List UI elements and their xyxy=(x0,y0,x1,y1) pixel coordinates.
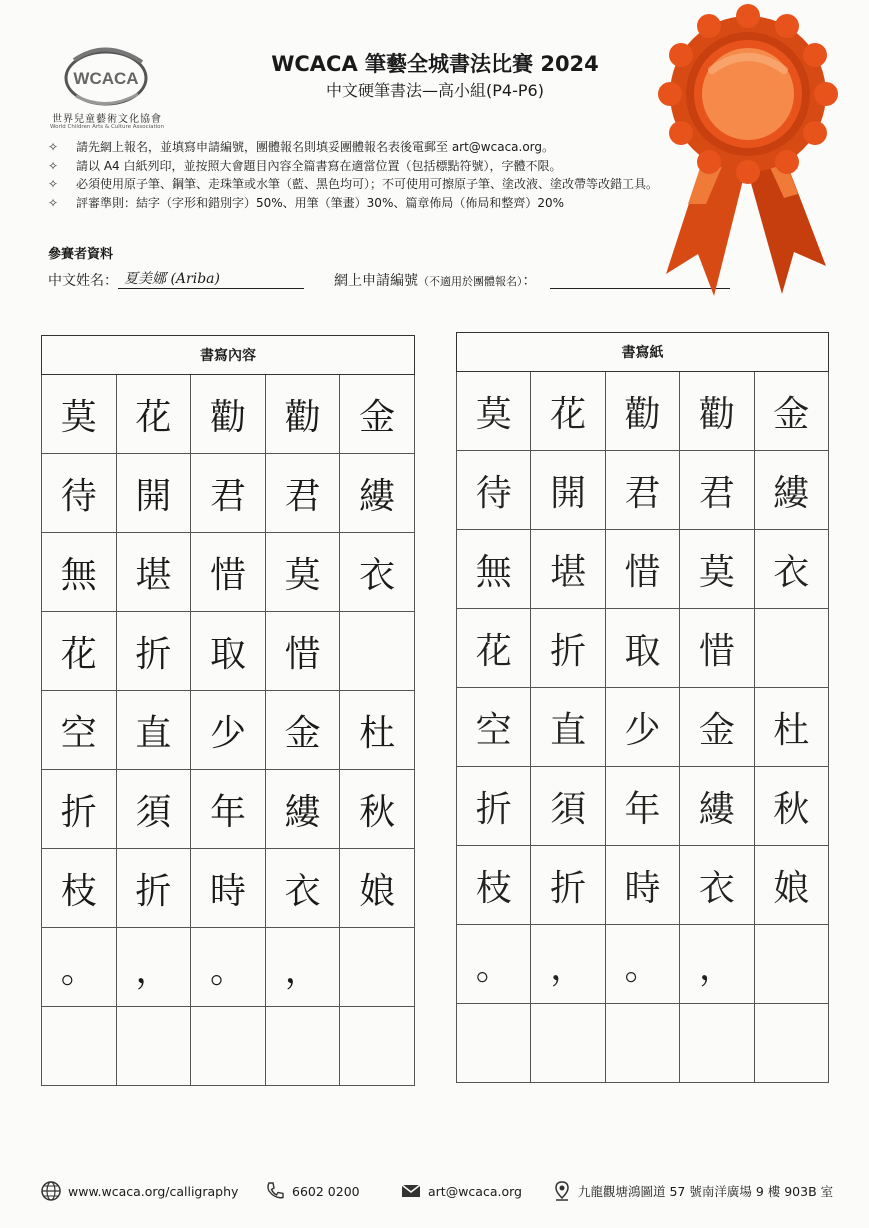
reference-cell: 娘 xyxy=(340,849,415,928)
footer-website[interactable]: www.wcaca.org/calligraphy xyxy=(40,1180,238,1202)
handwriting-cell[interactable]: 勸 xyxy=(680,372,754,451)
handwriting-cell[interactable] xyxy=(457,1004,531,1083)
grid-row xyxy=(42,533,415,612)
handwriting-cell[interactable]: 花 xyxy=(457,609,531,688)
handwriting-cell[interactable]: 枝 xyxy=(457,846,531,925)
grid-row xyxy=(42,612,415,691)
rule-item: ✧ 評審準則：結字（字形和錯別字）50%、用筆（筆畫）30%、篇章佈局（佈局和整齊）20% xyxy=(48,194,728,213)
handwriting-cell[interactable]: 直 xyxy=(531,688,605,767)
grid-row xyxy=(42,1007,415,1086)
handwriting-cell[interactable]: 杜 xyxy=(754,688,828,767)
reference-grid-header: 書寫內容 xyxy=(42,336,415,375)
handwriting-cell[interactable]: 衣 xyxy=(680,846,754,925)
reference-cell xyxy=(42,1007,117,1086)
grid-row xyxy=(42,928,415,1007)
reference-cell: 縷 xyxy=(340,454,415,533)
reference-cell: 年 xyxy=(191,770,266,849)
handwriting-cell[interactable]: 須 xyxy=(531,767,605,846)
handwriting-cell[interactable] xyxy=(680,1004,754,1083)
reference-cell: 。 xyxy=(191,928,266,1007)
reference-cell: 空 xyxy=(42,691,117,770)
handwriting-cell[interactable]: ， xyxy=(531,925,605,1004)
handwriting-cell[interactable]: 勸 xyxy=(605,372,679,451)
diamond-bullet-icon: ✧ xyxy=(48,177,59,191)
rule-item: ✧ 請先網上報名，並填寫申請編號，團體報名則填妥團體報名表後電郵至 art@wcaca.org。 xyxy=(48,138,728,157)
org-name-en: World Children Arts & Culture Association xyxy=(49,124,165,130)
reference-cell: 待 xyxy=(42,454,117,533)
reference-cell xyxy=(340,1007,415,1086)
grid-row xyxy=(457,530,829,609)
rules-list xyxy=(48,138,728,212)
reference-cell: 枝 xyxy=(42,849,117,928)
reference-cell: 少 xyxy=(191,691,266,770)
reference-cell: 堪 xyxy=(116,533,191,612)
location-pin-icon xyxy=(552,1180,572,1202)
reference-cell: 惜 xyxy=(265,612,340,691)
reference-cell: 折 xyxy=(116,612,191,691)
name-label: 中文姓名： xyxy=(48,273,118,289)
logo-emblem-icon xyxy=(46,40,166,112)
reference-cell: 君 xyxy=(265,454,340,533)
reference-cell: 金 xyxy=(340,375,415,454)
reference-cell xyxy=(340,612,415,691)
handwriting-grid-body xyxy=(457,372,829,1083)
app-no-colon: ： xyxy=(522,273,537,289)
app-no-note: （不適用於團體報名） xyxy=(418,275,523,288)
handwriting-cell[interactable]: 年 xyxy=(605,767,679,846)
reference-cell xyxy=(265,1007,340,1086)
grid-row xyxy=(42,770,415,849)
grid-row xyxy=(457,451,829,530)
handwriting-cell[interactable]: 君 xyxy=(605,451,679,530)
handwriting-cell[interactable]: 秋 xyxy=(754,767,828,846)
footer-email[interactable]: art@wcaca.org xyxy=(400,1180,522,1202)
name-value: 夏美娜 (Ariba) xyxy=(124,271,220,287)
footer-address: 九龍觀塘鴻圖道 57 號南洋廣場 9 樓 903B 室 xyxy=(552,1180,833,1202)
handwriting-cell[interactable]: 少 xyxy=(605,688,679,767)
reference-cell: 。 xyxy=(42,928,117,1007)
handwriting-cell[interactable] xyxy=(531,1004,605,1083)
handwriting-cell[interactable]: 開 xyxy=(531,451,605,530)
handwriting-cell[interactable]: 取 xyxy=(605,609,679,688)
reference-cell: 花 xyxy=(116,375,191,454)
reference-cell: 無 xyxy=(42,533,117,612)
rule-item: ✧ 請以 A4 白紙列印，並按照大會題目內容全篇書寫在適當位置（包括標點符號），字體不限。 xyxy=(48,157,728,176)
participant-heading: 參賽者資料 xyxy=(48,247,114,262)
grid-row xyxy=(42,691,415,770)
page-subtitle: 中文硬筆書法—高小組(P4-P6) xyxy=(326,81,544,100)
handwriting-grid-header: 書寫紙 xyxy=(457,333,829,372)
diamond-bullet-icon: ✧ xyxy=(48,158,59,173)
footer-phone[interactable]: 6602 0200 xyxy=(264,1180,360,1202)
globe-icon xyxy=(40,1180,62,1202)
handwriting-cell[interactable]: 惜 xyxy=(680,609,754,688)
handwriting-cell[interactable]: 金 xyxy=(754,372,828,451)
handwriting-cell[interactable]: 縷 xyxy=(754,451,828,530)
handwriting-cell[interactable]: ， xyxy=(680,925,754,1004)
grid-row xyxy=(42,454,415,533)
award-ribbon-icon xyxy=(648,4,848,304)
diamond-bullet-icon: ✧ xyxy=(48,195,59,210)
grid-row xyxy=(457,925,829,1004)
envelope-icon xyxy=(400,1180,422,1202)
handwriting-cell[interactable]: 衣 xyxy=(754,530,828,609)
grid-row xyxy=(457,846,829,925)
reference-cell: 折 xyxy=(116,849,191,928)
handwriting-cell[interactable] xyxy=(754,925,828,1004)
handwriting-cell[interactable]: 縷 xyxy=(680,767,754,846)
reference-cell: 開 xyxy=(116,454,191,533)
grid-row xyxy=(42,375,415,454)
reference-cell: 莫 xyxy=(42,375,117,454)
reference-cell: 杜 xyxy=(340,691,415,770)
app-no-label-group xyxy=(334,270,537,290)
svg-text:WCACA: WCACA xyxy=(73,69,139,88)
handwriting-cell[interactable]: 君 xyxy=(680,451,754,530)
grid-row xyxy=(457,372,829,451)
wcaca-logo xyxy=(42,40,172,130)
reference-cell: 折 xyxy=(42,770,117,849)
phone-icon xyxy=(264,1180,286,1202)
rule-item: ✧ 必須使用原子筆、鋼筆、走珠筆或水筆（藍、黑色均可）；不可使用可擦原子筆、塗改液、塗改帶等改錯工具。 xyxy=(48,175,728,194)
footer xyxy=(40,1180,840,1204)
handwriting-cell[interactable]: 惜 xyxy=(605,530,679,609)
reference-cell: 直 xyxy=(116,691,191,770)
reference-cell: 勸 xyxy=(265,375,340,454)
reference-cell xyxy=(340,928,415,1007)
handwriting-cell[interactable] xyxy=(754,609,828,688)
handwriting-cell[interactable]: 待 xyxy=(457,451,531,530)
grid-row xyxy=(457,1004,829,1083)
handwriting-cell[interactable]: 折 xyxy=(531,609,605,688)
reference-cell: 金 xyxy=(265,691,340,770)
handwriting-cell[interactable] xyxy=(605,1004,679,1083)
reference-cell: 縷 xyxy=(265,770,340,849)
page-title: WCACA 筆藝全城書法比賽 2024 xyxy=(271,52,599,76)
name-field[interactable] xyxy=(118,270,304,289)
handwriting-cell[interactable]: 娘 xyxy=(754,846,828,925)
reference-cell: 衣 xyxy=(265,849,340,928)
diamond-bullet-icon: ✧ xyxy=(48,140,59,154)
reference-cell xyxy=(191,1007,266,1086)
reference-cell: 秋 xyxy=(340,770,415,849)
reference-cell: 衣 xyxy=(340,533,415,612)
app-no-label: 網上申請編號 xyxy=(334,273,418,289)
handwriting-cell[interactable]: 堪 xyxy=(531,530,605,609)
handwriting-cell[interactable]: 花 xyxy=(531,372,605,451)
grid-row xyxy=(457,767,829,846)
handwriting-cell[interactable]: 時 xyxy=(605,846,679,925)
handwriting-cell[interactable]: 空 xyxy=(457,688,531,767)
reference-cell: ， xyxy=(116,928,191,1007)
handwriting-cell[interactable]: 。 xyxy=(605,925,679,1004)
reference-cell: 時 xyxy=(191,849,266,928)
reference-cell: 勸 xyxy=(191,375,266,454)
reference-cell: 莫 xyxy=(265,533,340,612)
handwriting-cell[interactable]: 折 xyxy=(457,767,531,846)
reference-cell: 惜 xyxy=(191,533,266,612)
reference-cell: 須 xyxy=(116,770,191,849)
grid-row xyxy=(42,849,415,928)
handwriting-cell[interactable]: 莫 xyxy=(680,530,754,609)
reference-cell: 君 xyxy=(191,454,266,533)
reference-grid-body xyxy=(42,375,415,1086)
grid-row xyxy=(457,609,829,688)
reference-cell: ， xyxy=(265,928,340,1007)
reference-grid xyxy=(41,335,415,1086)
reference-cell xyxy=(116,1007,191,1086)
grid-row xyxy=(457,688,829,767)
reference-cell: 取 xyxy=(191,612,266,691)
handwriting-cell[interactable]: 莫 xyxy=(457,372,531,451)
handwriting-cell[interactable]: 金 xyxy=(680,688,754,767)
handwriting-cell[interactable] xyxy=(754,1004,828,1083)
handwriting-cell[interactable]: 。 xyxy=(457,925,531,1004)
reference-cell: 花 xyxy=(42,612,117,691)
handwriting-cell[interactable]: 折 xyxy=(531,846,605,925)
handwriting-cell[interactable]: 無 xyxy=(457,530,531,609)
org-name-cn: 世界兒童藝術文化協會 xyxy=(52,114,162,125)
handwriting-grid xyxy=(456,332,829,1083)
